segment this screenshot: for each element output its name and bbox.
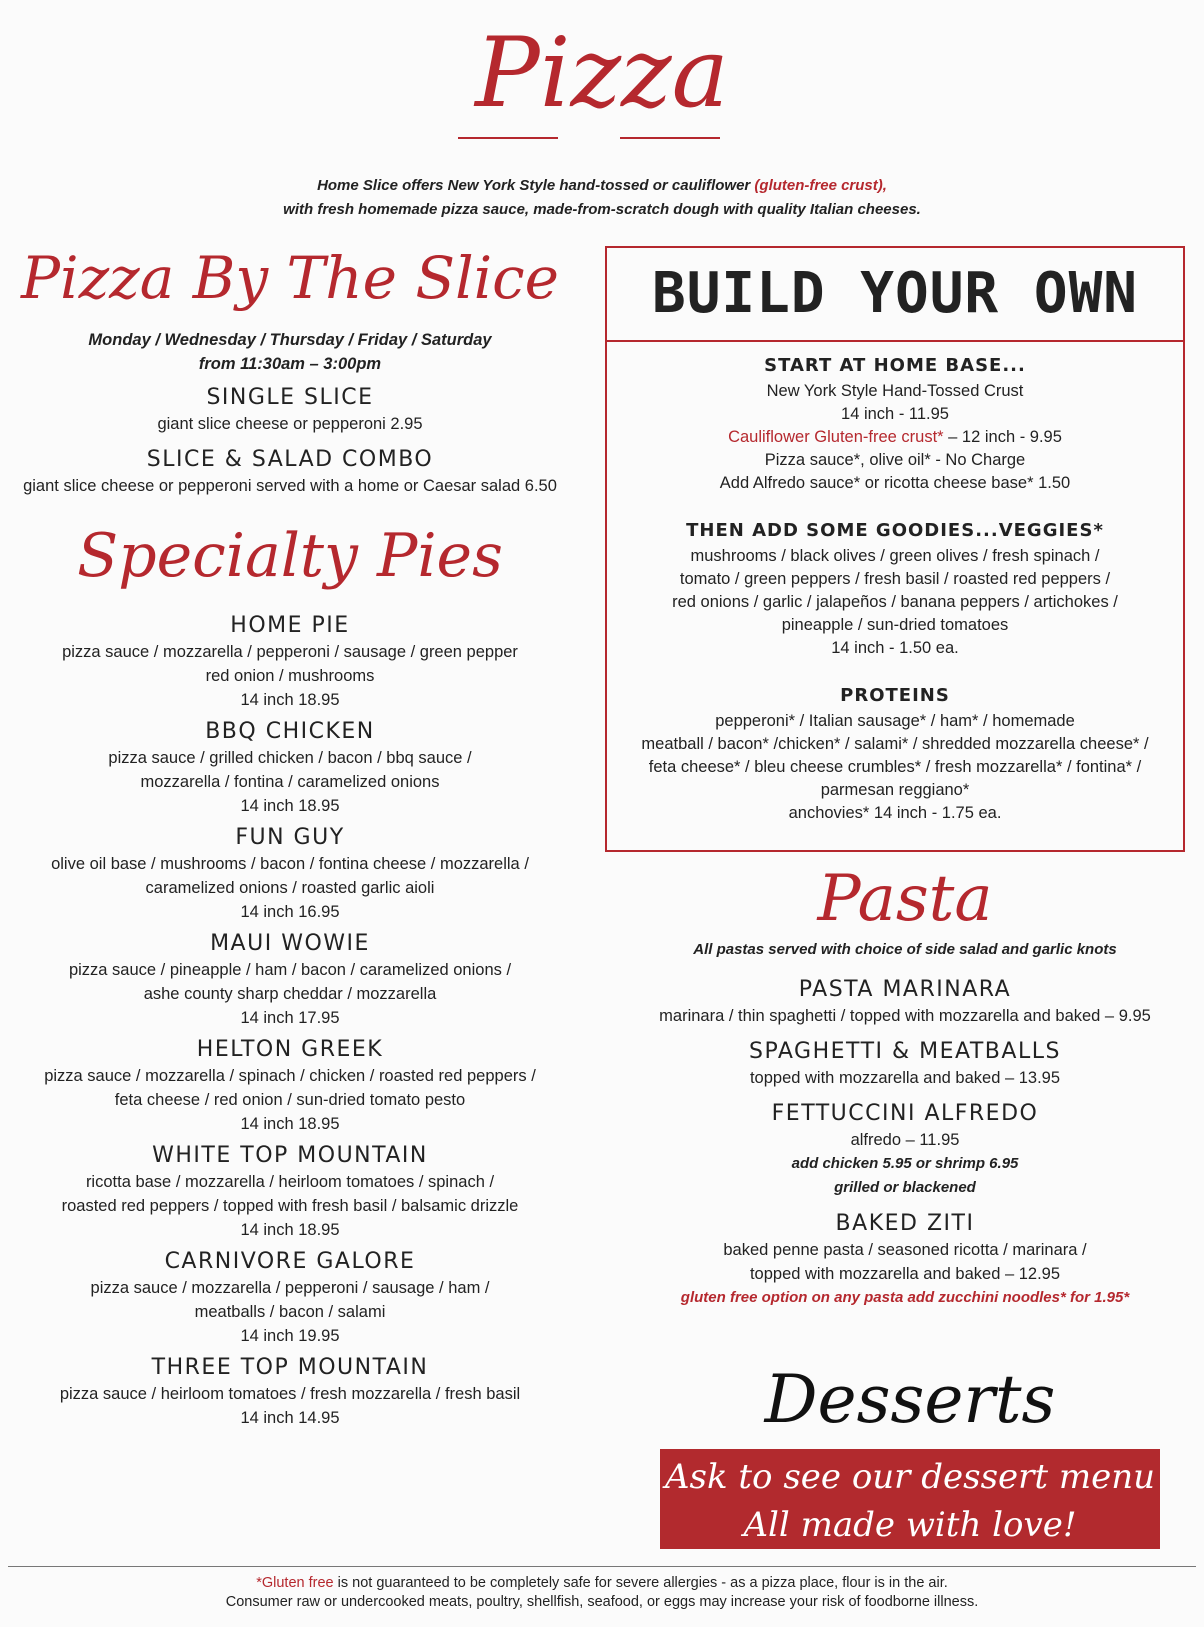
pie-item xyxy=(10,1142,570,1242)
slice-item-name: SLICE & SALAD COMBO xyxy=(146,447,434,472)
footer-gluten-free: *Gluten free xyxy=(256,1575,334,1591)
pie-price: 14 inch 19.95 xyxy=(240,1327,340,1345)
base-line: Add Alfredo sauce* or ricotta cheese base* 1.50 xyxy=(719,474,1071,492)
pasta-note: All pastas served with choice of side salad and garlic knots xyxy=(693,941,1117,958)
pie-item xyxy=(10,1354,570,1430)
title-rule-left xyxy=(458,137,558,139)
slice-item-desc: giant slice cheese or pepperoni served with a home or Caesar salad 6.50 xyxy=(23,477,557,495)
pie-item xyxy=(10,1248,570,1348)
footer-line1: is not guaranteed to be completely safe for severe allergies - as a pizza place, flour is in the air. xyxy=(333,1575,948,1591)
slice-days: Monday / Wednesday / Thursday / Friday / Saturday xyxy=(88,331,492,349)
cauliflower-price: – 12 inch - 9.95 xyxy=(943,428,1062,446)
pie-item xyxy=(10,1036,570,1136)
pie-name: BBQ CHICKEN xyxy=(205,719,375,744)
alfredo-addons: add chicken 5.95 or shrimp 6.95 xyxy=(791,1155,1019,1172)
pie-desc: pizza sauce / mozzarella / pepperoni / sausage / green pepper xyxy=(62,643,518,661)
pie-name: MAUI WOWIE xyxy=(210,931,370,956)
pie-item xyxy=(10,718,570,818)
page-title: Pizza xyxy=(475,17,729,129)
cauliflower-crust: Cauliflower Gluten-free crust* xyxy=(728,428,944,446)
pasta-desc: topped with mozzarella and baked – 13.95 xyxy=(749,1069,1061,1087)
pie-price: 14 inch 18.95 xyxy=(240,691,340,709)
pie-item xyxy=(10,930,570,1030)
dessert-line: Ask to see our dessert menu xyxy=(664,1457,1156,1497)
alfredo-style: grilled or blackened xyxy=(834,1179,976,1196)
pie-desc: caramelized onions / roasted garlic aioli xyxy=(145,879,435,897)
pasta-title: Pasta xyxy=(817,862,993,936)
base-line: New York Style Hand-Tossed Crust xyxy=(766,382,1024,400)
pie-desc: ashe county sharp cheddar / mozzarella xyxy=(143,985,437,1003)
slice-title: Pizza By The Slice xyxy=(21,244,559,312)
intro-line1: Home Slice offers New York Style hand-tossed or cauliflower xyxy=(317,177,755,194)
intro-gluten-free: (gluten-free crust), xyxy=(754,177,887,194)
pasta-name: FETTUCCINI ALFREDO xyxy=(771,1101,1039,1126)
pie-name: HELTON GREEK xyxy=(196,1037,384,1062)
dessert-banner xyxy=(660,1449,1160,1549)
veggie-line: tomato / green peppers / fresh basil / roasted red peppers / xyxy=(679,570,1111,588)
veggie-line: mushrooms / black olives / green olives / fresh spinach / xyxy=(690,547,1100,565)
pie-desc: pizza sauce / heirloom tomatoes / fresh mozzarella / fresh basil xyxy=(59,1385,521,1403)
pasta-name: SPAGHETTI & MEATBALLS xyxy=(749,1039,1061,1064)
pie-price: 14 inch 18.95 xyxy=(240,1115,340,1133)
pie-desc: red onion / mushrooms xyxy=(205,667,375,685)
home-base-heading: START AT HOME BASE... xyxy=(764,355,1026,376)
protein-line: feta cheese* / bleu cheese crumbles* / fresh mozzarella* / fontina* / xyxy=(648,758,1142,776)
pie-desc: roasted red peppers / topped with fresh basil / balsamic drizzle xyxy=(61,1197,519,1215)
protein-line: pepperoni* / Italian sausage* / ham* / homemade xyxy=(715,712,1075,730)
pasta-desc: baked penne pasta / seasoned ricotta / marinara / xyxy=(723,1241,1087,1259)
pie-item xyxy=(10,612,570,712)
build-your-own-box xyxy=(605,246,1185,852)
pie-price: 14 inch 14.95 xyxy=(240,1409,340,1427)
base-line: Pizza sauce*, olive oil* - No Charge xyxy=(764,451,1026,469)
veggie-line: pineapple / sun-dried tomatoes xyxy=(781,616,1009,634)
desserts-title: Desserts xyxy=(764,1361,1056,1438)
pie-name: CARNIVORE GALORE xyxy=(164,1249,416,1274)
base-line: 14 inch - 11.95 xyxy=(841,405,949,423)
footer-divider xyxy=(8,1566,1196,1567)
pie-desc: ricotta base / mozzarella / heirloom tomatoes / spinach / xyxy=(85,1173,495,1191)
pie-desc: pizza sauce / mozzarella / spinach / chicken / roasted red peppers / xyxy=(44,1067,536,1085)
intro-text xyxy=(0,174,1204,222)
pie-desc: mozzarella / fontina / caramelized onions xyxy=(140,773,440,791)
pasta-name: BAKED ZITI xyxy=(835,1211,975,1236)
slice-item-desc: giant slice cheese or pepperoni 2.95 xyxy=(157,415,423,433)
slice-hours: from 11:30am – 3:00pm xyxy=(198,355,382,373)
build-your-own-title: BUILD YOUR OWN xyxy=(607,248,1183,342)
pie-price: 14 inch 18.95 xyxy=(240,797,340,815)
pie-desc: pizza sauce / grilled chicken / bacon / bbq sauce / xyxy=(108,749,472,767)
title-rule-right xyxy=(620,137,720,139)
pasta-desc: topped with mozzarella and baked – 12.95 xyxy=(749,1265,1061,1283)
pie-price: 14 inch 18.95 xyxy=(240,1221,340,1239)
veggie-price: 14 inch - 1.50 ea. xyxy=(831,639,959,657)
veggie-line: red onions / garlic / jalapeños / banana peppers / artichokes / xyxy=(672,593,1118,611)
pie-desc: olive oil base / mushrooms / bacon / fontina cheese / mozzarella / xyxy=(51,855,529,873)
veggies-heading: THEN ADD SOME GOODIES...VEGGIES* xyxy=(686,520,1104,541)
pie-desc: pizza sauce / pineapple / ham / bacon / caramelized onions / xyxy=(68,961,512,979)
slice-item-name: SINGLE SLICE xyxy=(206,385,374,410)
pie-price: 14 inch 16.95 xyxy=(240,903,340,921)
pasta-section xyxy=(625,860,1185,1310)
protein-line: meatball / bacon* /chicken* / salami* / shredded mozzarella cheese* / xyxy=(641,735,1149,753)
pie-price: 14 inch 17.95 xyxy=(240,1009,340,1027)
protein-line: parmesan reggiano* xyxy=(820,781,970,799)
pie-desc: feta cheese / red onion / sun-dried tomato pesto xyxy=(114,1091,466,1109)
left-column xyxy=(10,238,570,1430)
pie-name: WHITE TOP MOUNTAIN xyxy=(152,1143,428,1168)
protein-price: anchovies* 14 inch - 1.75 ea. xyxy=(788,804,1002,822)
pie-desc: meatballs / bacon / salami xyxy=(194,1303,386,1321)
pie-name: HOME PIE xyxy=(230,613,350,638)
specialty-title: Specialty Pies xyxy=(77,521,503,591)
footer-disclaimer xyxy=(0,1574,1204,1612)
pasta-name: PASTA MARINARA xyxy=(798,977,1012,1002)
pasta-desc: alfredo – 11.95 xyxy=(850,1131,960,1149)
footer-line2: Consumer raw or undercooked meats, poultry, shellfish, seafood, or eggs may increase your risk of foodborne illness. xyxy=(225,1594,979,1610)
pie-desc: pizza sauce / mozzarella / pepperoni / sausage / ham / xyxy=(90,1279,490,1297)
dessert-line: All made with love! xyxy=(743,1505,1077,1545)
pie-name: FUN GUY xyxy=(235,825,345,850)
gluten-free-pasta-note: gluten free option on any pasta add zucchini noodles* for 1.95* xyxy=(680,1289,1130,1306)
base-line xyxy=(607,426,1183,449)
pasta-desc: marinara / thin spaghetti / topped with mozzarella and baked – 9.95 xyxy=(659,1007,1151,1025)
intro-line2: with fresh homemade pizza sauce, made-from-scratch dough with quality Italian cheeses. xyxy=(283,201,921,218)
pie-item xyxy=(10,824,570,924)
proteins-heading: PROTEINS xyxy=(840,685,950,706)
pie-name: THREE TOP MOUNTAIN xyxy=(151,1355,429,1380)
